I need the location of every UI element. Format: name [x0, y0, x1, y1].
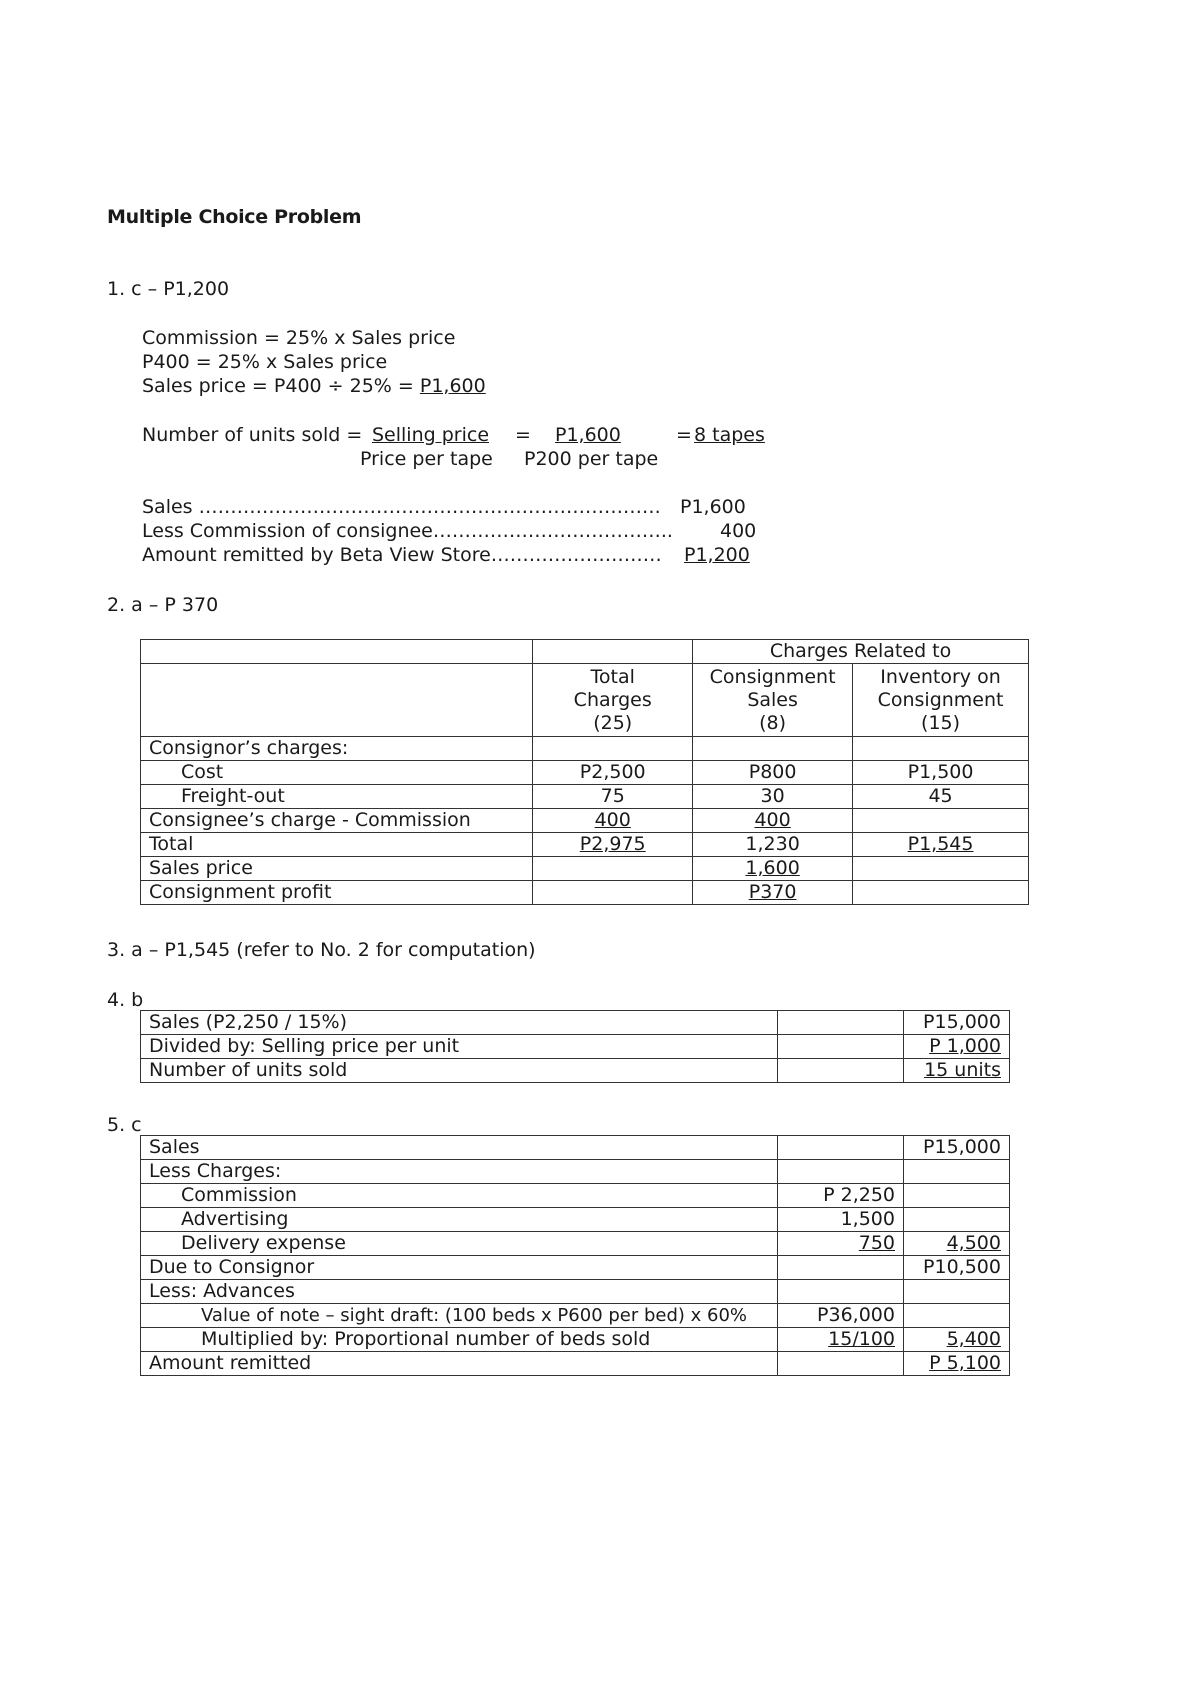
q4-answer: 4. b: [107, 989, 144, 1011]
table-row: [141, 785, 1029, 809]
formula-equals: =: [515, 424, 531, 446]
table-cell: 1,600: [693, 857, 853, 881]
table-cell: 1,500: [778, 1208, 904, 1232]
table-cell: [778, 1059, 904, 1083]
table-cell: P1,545: [853, 833, 1029, 857]
summary-row: [142, 496, 752, 518]
table-row: [141, 1136, 1010, 1160]
row-label: Commission: [141, 1184, 778, 1208]
amount-remitted-table: [140, 1135, 1010, 1376]
table-cell: P2,500: [533, 761, 693, 785]
row-label: Consignment profit: [141, 881, 533, 905]
summary-row: [142, 544, 682, 566]
row-label: Total: [141, 833, 533, 857]
summary-row: [142, 520, 682, 542]
column-header: Inventory on Consignment (15): [853, 664, 1029, 737]
row-label: Value of note – sight draft: (100 beds x P600 per bed) x 60%: [141, 1304, 778, 1328]
row-label: Divided by: Selling price per unit: [141, 1035, 778, 1059]
table-cell: P2,975: [533, 833, 693, 857]
column-header: Consignment Sales (8): [693, 664, 853, 737]
table-cell: 400: [693, 809, 853, 833]
table-cell: [778, 1256, 904, 1280]
table-cell: 750: [778, 1232, 904, 1256]
table-row: [141, 1256, 1010, 1280]
table-cell: [853, 809, 1029, 833]
row-label: Multiplied by: Proportional number of beds sold: [141, 1328, 778, 1352]
q1-answer: 1. c – P1,200: [107, 278, 230, 300]
table-cell: P370: [693, 881, 853, 905]
table-cell: [904, 1208, 1010, 1232]
summary-label: Sales ……………………………………………………………….: [142, 496, 661, 518]
table-row: [141, 857, 1029, 881]
formula-numerator-1: Selling price: [372, 424, 490, 446]
row-label: Delivery expense: [141, 1232, 778, 1256]
summary-value: 400: [720, 520, 757, 542]
table-row: [141, 833, 1029, 857]
row-label: Number of units sold: [141, 1059, 778, 1083]
summary-value: P1,200: [684, 544, 750, 566]
table-row: [141, 881, 1029, 905]
table-cell: [853, 857, 1029, 881]
q1-line-1: Commission = 25% x Sales price: [142, 327, 456, 349]
summary-label: Amount remitted by Beta View Store………………………: [142, 544, 662, 566]
units-sold-label: Number of units sold =: [142, 424, 363, 446]
table-cell: [904, 1160, 1010, 1184]
table-cell: [778, 1280, 904, 1304]
table-cell: [778, 1035, 904, 1059]
table-row: [141, 809, 1029, 833]
formula-numerator-2: P1,600: [555, 424, 621, 446]
column-header: Total Charges (25): [533, 664, 693, 737]
formula-result: 8 tapes: [694, 424, 765, 446]
table-row: [141, 761, 1029, 785]
table-cell: [904, 1280, 1010, 1304]
q3-answer: 3. a – P1,545 (refer to No. 2 for computation): [107, 939, 536, 961]
table-cell: 400: [533, 809, 693, 833]
table-cell: 5,400: [904, 1328, 1010, 1352]
sales-price-value: P1,600: [419, 375, 486, 397]
table-cell: 75: [533, 785, 693, 809]
q5-answer: 5. c: [107, 1114, 142, 1136]
units-sold-table: [140, 1010, 1010, 1083]
table-cell: P10,500: [904, 1256, 1010, 1280]
sales-price-prefix: Sales price = P400 ÷ 25% =: [142, 375, 420, 397]
table-cell: 1,230: [693, 833, 853, 857]
table-cell: 15/100: [778, 1328, 904, 1352]
consignment-charges-table: [140, 639, 1029, 905]
table-cell: [778, 1136, 904, 1160]
table-row: [141, 1059, 1010, 1083]
table-cell: P 1,000: [904, 1035, 1010, 1059]
table-cell: [533, 857, 693, 881]
result-equals: =: [676, 424, 692, 446]
table-row: [141, 1184, 1010, 1208]
summary-value: P1,600: [680, 496, 746, 518]
table-row: [141, 1304, 1010, 1328]
group-header: Charges Related to: [693, 640, 1029, 664]
row-label: Amount remitted: [141, 1352, 778, 1376]
row-label: Less Charges:: [141, 1160, 778, 1184]
table-cell: [533, 881, 693, 905]
formula-denominator-1: Price per tape: [360, 448, 493, 470]
table-cell: [778, 1160, 904, 1184]
q2-answer: 2. a – P 370: [107, 594, 219, 616]
table-cell: P 2,250: [778, 1184, 904, 1208]
table-cell: [904, 1184, 1010, 1208]
table-row: [141, 1280, 1010, 1304]
row-label: Freight-out: [141, 785, 533, 809]
table-cell: 45: [853, 785, 1029, 809]
table-cell: 4,500: [904, 1232, 1010, 1256]
table-row: [141, 1208, 1010, 1232]
table-row: [141, 1232, 1010, 1256]
table-cell: P1,500: [853, 761, 1029, 785]
table-header-row: [141, 664, 1029, 737]
table-cell: P15,000: [904, 1011, 1010, 1035]
row-label: Less: Advances: [141, 1280, 778, 1304]
table-cell: 15 units: [904, 1059, 1010, 1083]
table-row: [141, 1328, 1010, 1352]
row-label: Cost: [141, 761, 533, 785]
row-label: Sales (P2,250 / 15%): [141, 1011, 778, 1035]
table-cell: 30: [693, 785, 853, 809]
q1-line-3: [142, 375, 486, 397]
table-row: [141, 640, 1029, 664]
formula-denominator-2: P200 per tape: [524, 448, 659, 470]
row-label: Consignor’s charges:: [141, 737, 533, 761]
table-row: [141, 1160, 1010, 1184]
table-row: [141, 1011, 1010, 1035]
table-cell: P15,000: [904, 1136, 1010, 1160]
table-row: [141, 1035, 1010, 1059]
table-cell: [778, 1352, 904, 1376]
summary-label: Less Commission of consignee………………………………..: [142, 520, 673, 542]
table-row: [141, 1352, 1010, 1376]
table-cell: [778, 1011, 904, 1035]
table-cell: [853, 881, 1029, 905]
q1-line-2: P400 = 25% x Sales price: [142, 351, 388, 373]
table-cell: P 5,100: [904, 1352, 1010, 1376]
row-label: Advertising: [141, 1208, 778, 1232]
table-cell: P36,000: [778, 1304, 904, 1328]
table-row: [141, 737, 1029, 761]
table-cell: [904, 1304, 1010, 1328]
row-label: Consignee’s charge - Commission: [141, 809, 533, 833]
row-label: Sales: [141, 1136, 778, 1160]
row-label: Due to Consignor: [141, 1256, 778, 1280]
row-label: Sales price: [141, 857, 533, 881]
table-cell: P800: [693, 761, 853, 785]
page-title: Multiple Choice Problem: [107, 206, 362, 228]
